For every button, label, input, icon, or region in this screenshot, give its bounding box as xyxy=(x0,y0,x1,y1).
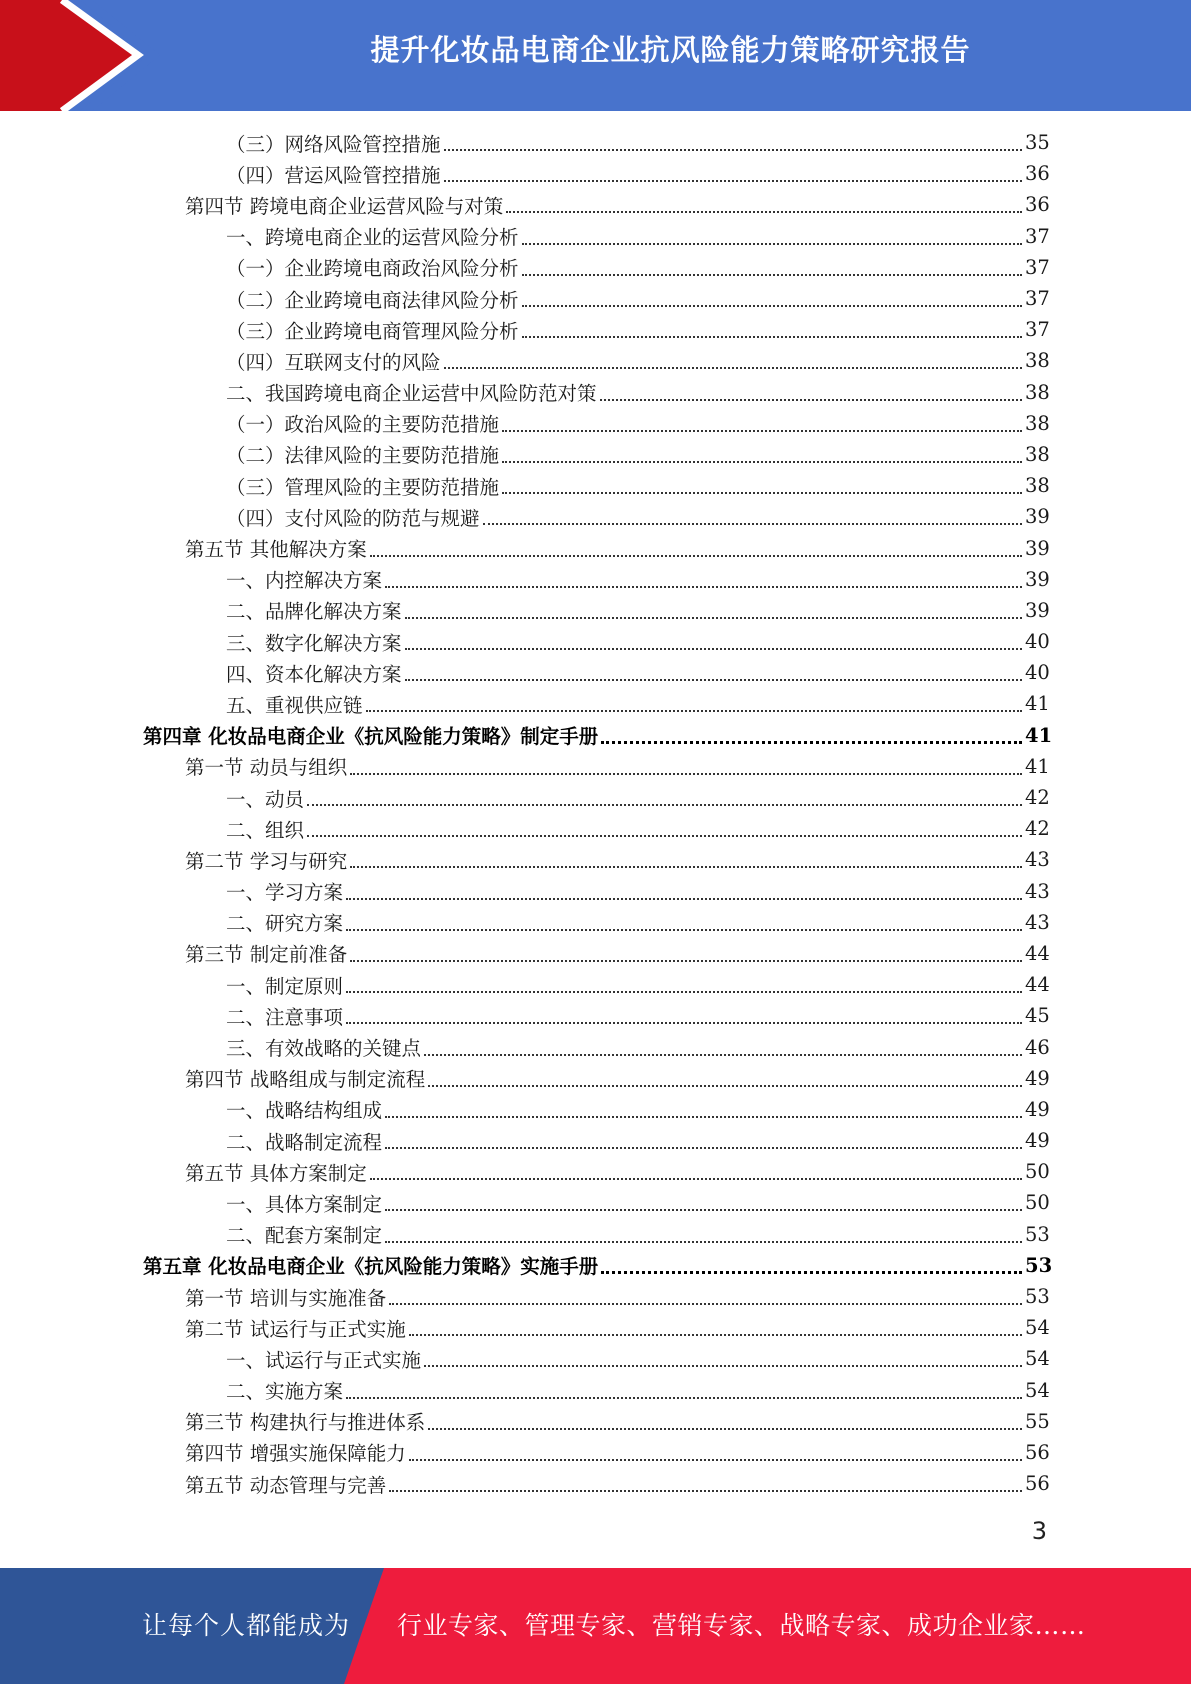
toc-entry[interactable] xyxy=(0,844,1191,875)
toc-dot-leader xyxy=(370,554,1022,557)
toc-dot-leader xyxy=(522,242,1022,245)
toc-dot-leader xyxy=(522,304,1022,307)
toc-entry-page: 56 xyxy=(1025,1440,1050,1464)
toc-entry-title: 三、数字化解决方案 xyxy=(226,631,402,655)
toc-dot-leader xyxy=(307,834,1022,837)
toc-entry-page: 37 xyxy=(1025,224,1050,248)
toc-entry-page: 39 xyxy=(1025,505,1050,529)
toc-entry[interactable] xyxy=(0,1031,1191,1062)
toc-entry-title: 二、战略制定流程 xyxy=(226,1130,383,1154)
toc-dot-leader xyxy=(385,1115,1022,1118)
toc-dot-leader xyxy=(307,803,1022,806)
toc-dot-leader xyxy=(350,959,1022,962)
toc-entry-title: 二、实施方案 xyxy=(226,1380,344,1404)
toc-dot-leader xyxy=(346,990,1022,993)
toc-dot-leader xyxy=(424,1053,1022,1056)
toc-entry-title: 第二节 试运行与正式实施 xyxy=(185,1317,406,1341)
toc-dot-leader xyxy=(385,1146,1022,1149)
toc-entry-page: 38 xyxy=(1025,380,1050,404)
toc-entry-title: 二、研究方案 xyxy=(226,912,344,936)
header-arrow-decoration xyxy=(0,0,160,111)
toc-entry-title: 二、我国跨境电商企业运营中风险防范对策 xyxy=(226,382,597,406)
toc-entry-title: 第四节 战略组成与制定流程 xyxy=(185,1068,426,1092)
toc-entry[interactable] xyxy=(0,1219,1191,1250)
toc-entry-page: 37 xyxy=(1025,255,1050,279)
toc-entry-page: 40 xyxy=(1025,630,1050,654)
toc-entry-title: 五、重视供应链 xyxy=(226,693,363,717)
toc-entry-title: （四）支付风险的防范与规避 xyxy=(226,506,480,530)
toc-entry-page: 36 xyxy=(1025,162,1050,186)
footer-slogan-left: 让每个人都能成为 xyxy=(142,1611,351,1640)
toc-entry[interactable] xyxy=(0,408,1191,439)
toc-entry-title: （一）政治风险的主要防范措施 xyxy=(226,413,500,437)
toc-entry-title: 第四节 增强实施保障能力 xyxy=(185,1442,406,1466)
toc-entry[interactable] xyxy=(0,720,1191,751)
toc-entry-page: 53 xyxy=(1025,1285,1050,1309)
toc-entry[interactable] xyxy=(0,1375,1191,1406)
toc-entry-title: 一、试运行与正式实施 xyxy=(226,1348,422,1372)
toc-entry-title: 二、配套方案制定 xyxy=(226,1224,383,1248)
toc-dot-leader xyxy=(444,179,1022,182)
toc-entry[interactable] xyxy=(0,1343,1191,1374)
toc-entry-page: 44 xyxy=(1025,941,1050,965)
toc-entry-page: 49 xyxy=(1025,1129,1050,1153)
toc-entry[interactable] xyxy=(0,283,1191,314)
toc-entry[interactable] xyxy=(0,189,1191,220)
toc-entry[interactable] xyxy=(0,564,1191,595)
toc-entry-title: 四、资本化解决方案 xyxy=(226,662,402,686)
toc-dot-leader xyxy=(346,928,1022,931)
toc-entry[interactable] xyxy=(0,595,1191,626)
toc-entry[interactable] xyxy=(0,158,1191,189)
toc-dot-leader xyxy=(389,1489,1022,1492)
toc-entry[interactable] xyxy=(0,221,1191,252)
toc-entry-page: 46 xyxy=(1025,1035,1050,1059)
toc-entry[interactable] xyxy=(0,938,1191,969)
toc-dot-leader xyxy=(409,1333,1022,1336)
toc-entry-title: 一、制定原则 xyxy=(226,974,344,998)
toc-entry[interactable] xyxy=(0,1406,1191,1437)
toc-entry[interactable] xyxy=(0,252,1191,283)
toc-entry-title: 第五节 具体方案制定 xyxy=(185,1161,367,1185)
toc-entry[interactable] xyxy=(0,345,1191,376)
toc-dot-leader xyxy=(522,273,1022,276)
toc-entry-page: 40 xyxy=(1025,661,1050,685)
toc-entry-page: 43 xyxy=(1025,879,1050,903)
toc-entry-title: 二、组织 xyxy=(226,818,305,842)
toc-dot-leader xyxy=(405,616,1022,619)
toc-entry-title: 第五节 动态管理与完善 xyxy=(185,1473,387,1497)
toc-entry-title: 一、学习方案 xyxy=(226,881,344,905)
toc-dot-leader xyxy=(601,1270,1022,1274)
toc-entry[interactable] xyxy=(0,876,1191,907)
toc-entry-page: 42 xyxy=(1025,786,1050,810)
toc-entry-page: 50 xyxy=(1025,1160,1050,1184)
toc-entry-page: 53 xyxy=(1025,1253,1053,1277)
toc-entry-title: 二、注意事项 xyxy=(226,1005,344,1029)
toc-entry-page: 44 xyxy=(1025,973,1050,997)
table-of-contents xyxy=(0,127,1191,1499)
toc-entry-title: （四）互联网支付的风险 xyxy=(226,350,441,374)
toc-dot-leader xyxy=(366,709,1022,712)
toc-entry-page: 37 xyxy=(1025,287,1050,311)
toc-entry-page: 35 xyxy=(1025,131,1050,155)
toc-dot-leader xyxy=(424,1364,1022,1367)
toc-entry-page: 38 xyxy=(1025,349,1050,373)
toc-entry-title: 二、品牌化解决方案 xyxy=(226,600,402,624)
toc-entry-page: 39 xyxy=(1025,536,1050,560)
toc-dot-leader xyxy=(385,1208,1022,1211)
toc-entry[interactable] xyxy=(0,377,1191,408)
page-number: 3 xyxy=(1031,1517,1047,1545)
toc-dot-leader xyxy=(389,1302,1022,1305)
toc-entry[interactable] xyxy=(0,907,1191,938)
toc-dot-leader xyxy=(600,398,1022,401)
toc-dot-leader xyxy=(506,210,1022,213)
toc-entry-title: 第三节 制定前准备 xyxy=(185,943,348,967)
toc-entry[interactable] xyxy=(0,657,1191,688)
toc-entry[interactable] xyxy=(0,1156,1191,1187)
toc-dot-leader xyxy=(405,647,1022,650)
toc-entry-title: 第五章 化妆品电商企业《抗风险能力策略》实施手册 xyxy=(143,1255,599,1279)
toc-entry[interactable] xyxy=(0,1281,1191,1312)
toc-entry-title: （三）企业跨境电商管理风险分析 xyxy=(226,319,519,343)
toc-entry-page: 49 xyxy=(1025,1066,1050,1090)
toc-entry[interactable] xyxy=(0,969,1191,1000)
header-banner xyxy=(0,0,1191,111)
toc-dot-leader xyxy=(409,1458,1022,1461)
toc-entry-title: 三、有效战略的关键点 xyxy=(226,1037,422,1061)
toc-dot-leader xyxy=(346,897,1022,900)
toc-entry-title: （三）管理风险的主要防范措施 xyxy=(226,475,500,499)
toc-entry[interactable] xyxy=(0,1000,1191,1031)
toc-entry[interactable] xyxy=(0,782,1191,813)
toc-entry-title: 一、具体方案制定 xyxy=(226,1192,383,1216)
toc-dot-leader xyxy=(502,460,1022,463)
toc-entry[interactable] xyxy=(0,1094,1191,1125)
toc-entry-page: 42 xyxy=(1025,817,1050,841)
toc-entry-title: （二）法律风险的主要防范措施 xyxy=(226,444,500,468)
toc-entry-title: 第三节 构建执行与推进体系 xyxy=(185,1411,426,1435)
toc-entry-title: 一、跨境电商企业的运营风险分析 xyxy=(226,226,519,250)
toc-entry-title: （二）企业跨境电商法律风险分析 xyxy=(226,288,519,312)
toc-entry[interactable] xyxy=(0,1468,1191,1499)
toc-entry-title: （四）营运风险管控措施 xyxy=(226,163,441,187)
toc-dot-leader xyxy=(502,491,1022,494)
toc-entry-page: 54 xyxy=(1025,1347,1050,1371)
toc-dot-leader xyxy=(350,865,1022,868)
toc-entry[interactable] xyxy=(0,688,1191,719)
toc-entry[interactable] xyxy=(0,1250,1191,1281)
toc-dot-leader xyxy=(346,1396,1022,1399)
toc-entry-page: 45 xyxy=(1025,1004,1050,1028)
toc-entry-title: 一、内控解决方案 xyxy=(226,569,383,593)
toc-entry[interactable] xyxy=(0,1187,1191,1218)
document-title: 提升化妆品电商企业抗风险能力策略研究报告 xyxy=(370,33,971,67)
toc-entry[interactable] xyxy=(0,1063,1191,1094)
toc-dot-leader xyxy=(370,1177,1022,1180)
toc-entry-title: 一、战略结构组成 xyxy=(226,1099,383,1123)
toc-entry[interactable] xyxy=(0,314,1191,345)
toc-entry-title: 第四节 跨境电商企业运营风险与对策 xyxy=(185,194,504,218)
toc-dot-leader xyxy=(601,740,1022,744)
toc-entry-title: 一、动员 xyxy=(226,787,305,811)
toc-entry-page: 38 xyxy=(1025,442,1050,466)
footer-slogan-right: 行业专家、管理专家、营销专家、战略专家、成功企业家…… xyxy=(397,1611,1086,1640)
toc-entry[interactable] xyxy=(0,626,1191,657)
toc-entry-page: 39 xyxy=(1025,567,1050,591)
toc-entry-title: 第五节 其他解决方案 xyxy=(185,538,367,562)
toc-dot-leader xyxy=(385,585,1022,588)
toc-dot-leader xyxy=(522,335,1022,338)
toc-entry-page: 56 xyxy=(1025,1472,1050,1496)
toc-entry[interactable] xyxy=(0,813,1191,844)
toc-entry[interactable] xyxy=(0,1125,1191,1156)
toc-dot-leader xyxy=(405,678,1022,681)
toc-entry-page: 54 xyxy=(1025,1378,1050,1402)
toc-entry-title: 第一节 动员与组织 xyxy=(185,756,348,780)
toc-entry-page: 55 xyxy=(1025,1409,1050,1433)
toc-entry[interactable] xyxy=(0,532,1191,563)
toc-entry-page: 36 xyxy=(1025,193,1050,217)
toc-entry-title: 第二节 学习与研究 xyxy=(185,849,348,873)
toc-entry-page: 54 xyxy=(1025,1316,1050,1340)
toc-dot-leader xyxy=(350,772,1022,775)
toc-entry[interactable] xyxy=(0,1437,1191,1468)
footer-banner xyxy=(0,1568,1191,1684)
toc-dot-leader xyxy=(346,1021,1022,1024)
toc-entry-title: 第一节 培训与实施准备 xyxy=(185,1286,387,1310)
toc-entry-page: 50 xyxy=(1025,1191,1050,1215)
toc-dot-leader xyxy=(385,1240,1022,1243)
toc-entry-title: （三）网络风险管控措施 xyxy=(226,132,441,156)
toc-entry-page: 53 xyxy=(1025,1222,1050,1246)
toc-entry-page: 41 xyxy=(1025,692,1050,716)
toc-entry[interactable] xyxy=(0,439,1191,470)
toc-entry[interactable] xyxy=(0,1312,1191,1343)
toc-entry-page: 43 xyxy=(1025,848,1050,872)
toc-entry-page: 38 xyxy=(1025,411,1050,435)
toc-dot-leader xyxy=(428,1427,1022,1430)
toc-entry-page: 41 xyxy=(1025,723,1053,747)
toc-entry-page: 43 xyxy=(1025,910,1050,934)
toc-entry-page: 41 xyxy=(1025,754,1050,778)
toc-dot-leader xyxy=(502,429,1022,432)
toc-dot-leader xyxy=(428,1084,1022,1087)
toc-entry-page: 39 xyxy=(1025,598,1050,622)
toc-dot-leader xyxy=(483,522,1022,525)
toc-entry-title: 第四章 化妆品电商企业《抗风险能力策略》制定手册 xyxy=(143,725,599,749)
toc-dot-leader xyxy=(444,366,1022,369)
toc-dot-leader xyxy=(444,148,1022,151)
toc-entry[interactable] xyxy=(0,470,1191,501)
toc-entry-title: （一）企业跨境电商政治风险分析 xyxy=(226,257,519,281)
toc-entry[interactable] xyxy=(0,501,1191,532)
toc-entry[interactable] xyxy=(0,751,1191,782)
toc-entry-page: 37 xyxy=(1025,318,1050,342)
toc-entry-page: 49 xyxy=(1025,1097,1050,1121)
toc-entry[interactable] xyxy=(0,127,1191,158)
toc-entry-page: 38 xyxy=(1025,474,1050,498)
